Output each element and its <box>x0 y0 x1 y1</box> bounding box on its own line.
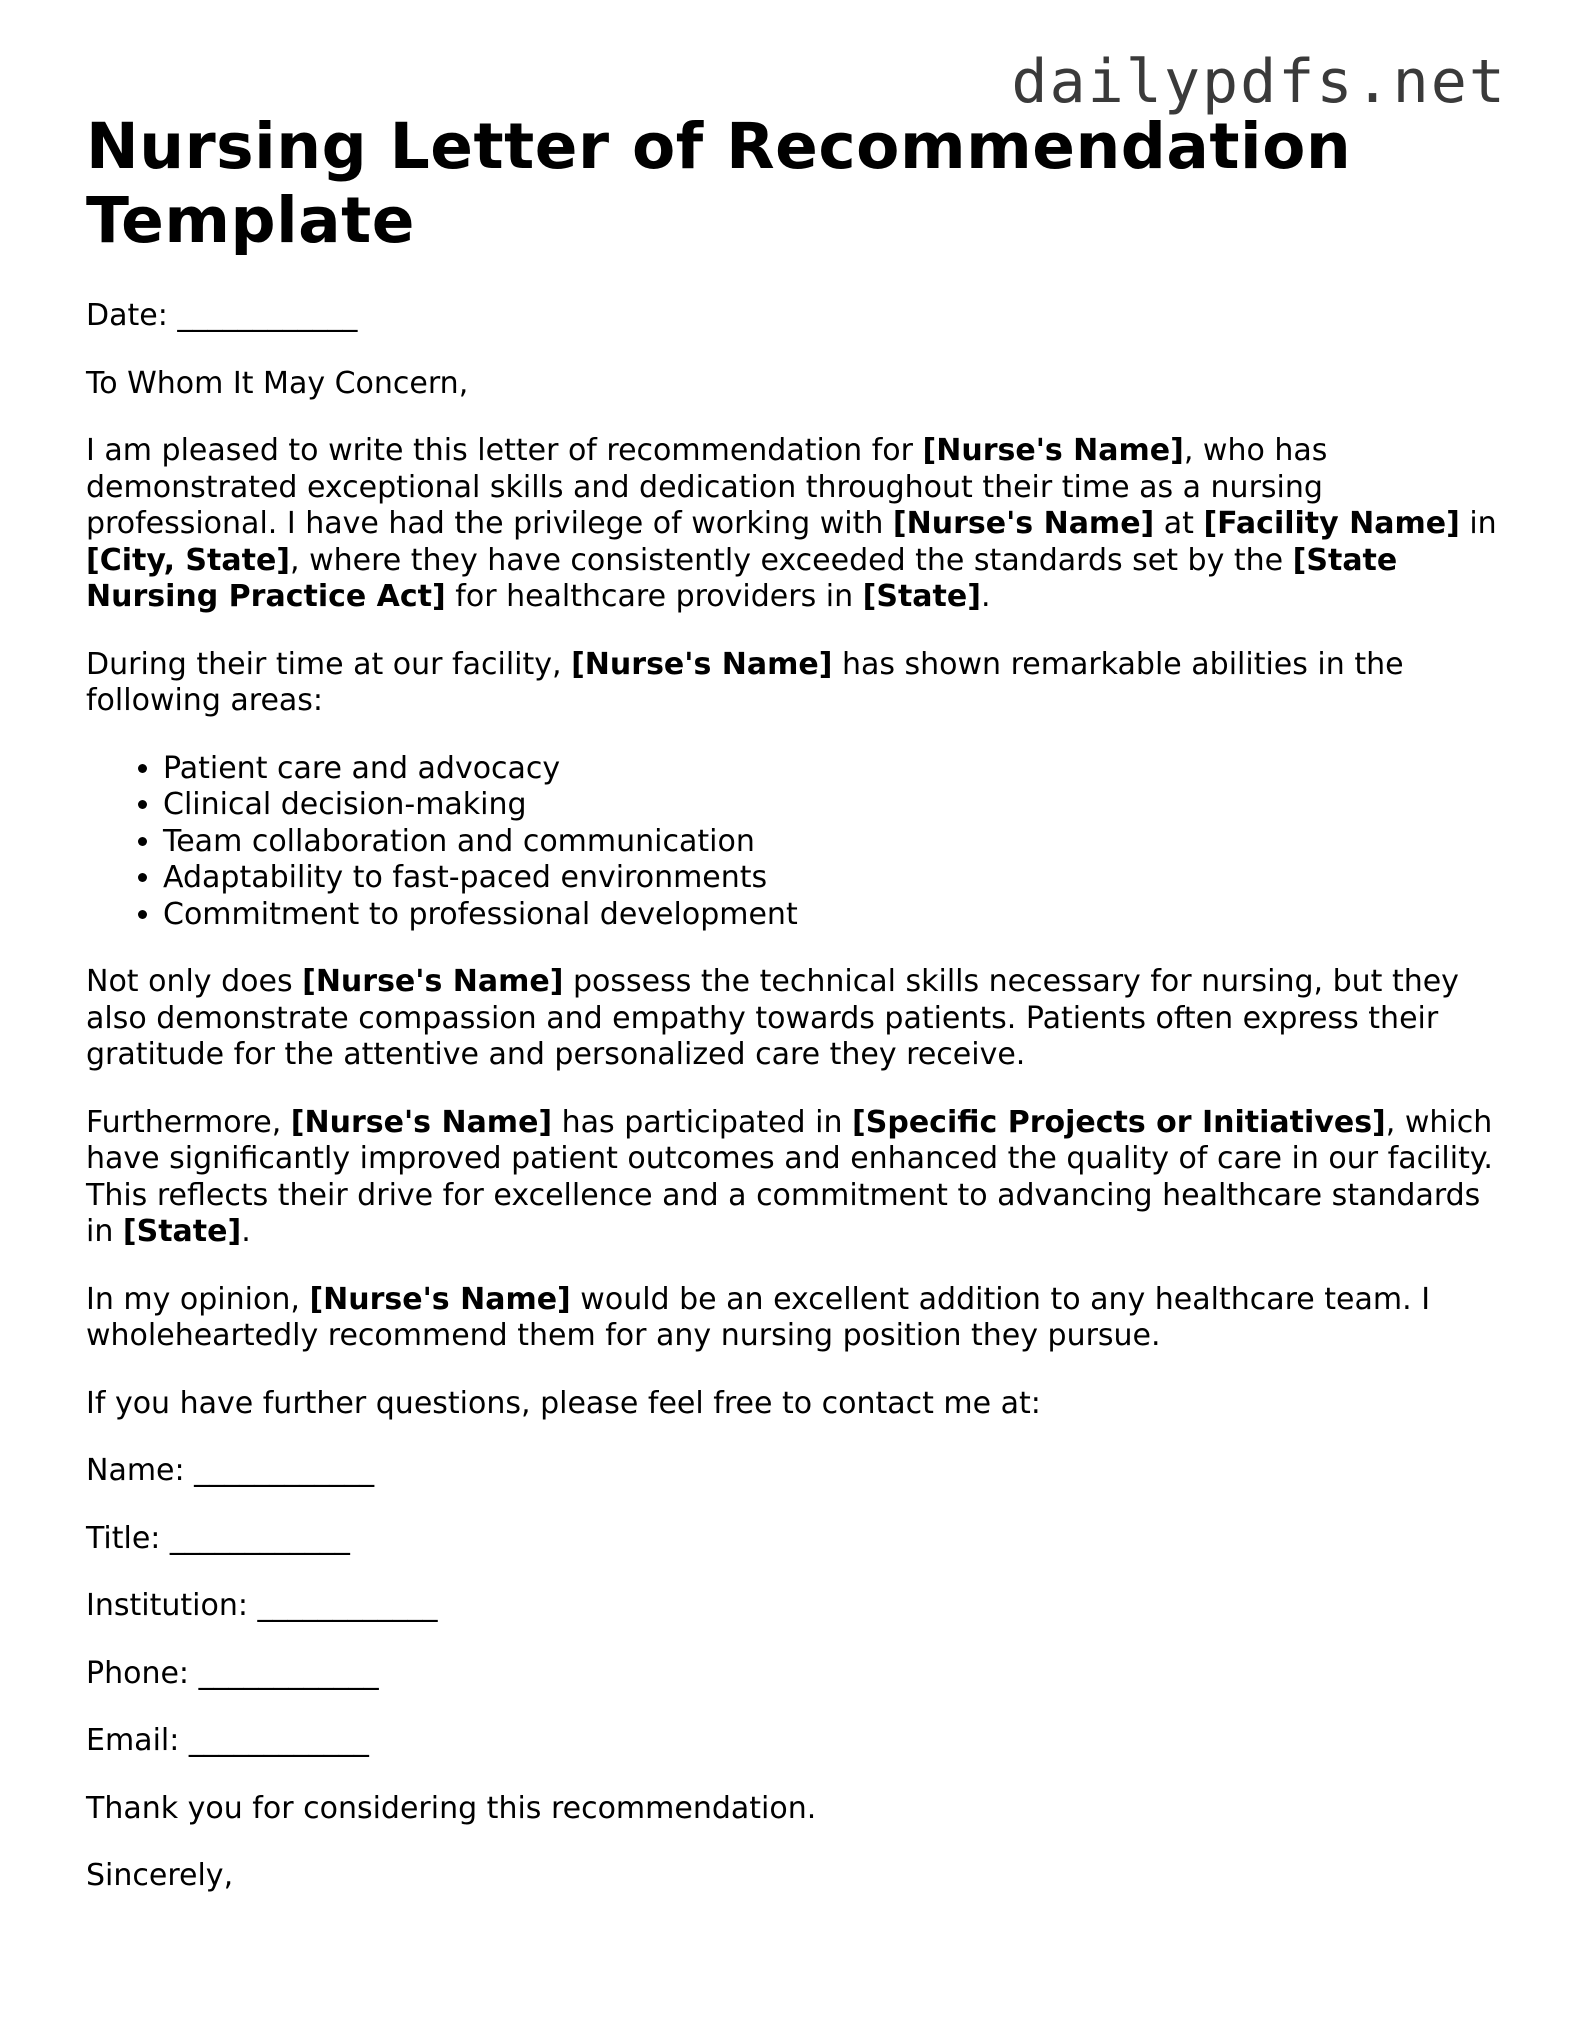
list-item: • Patient care and advocacy <box>163 751 1506 788</box>
paragraph-abilities-intro <box>86 647 1506 720</box>
text-segment: . <box>980 579 991 614</box>
watermark-text: dailypdfs.net <box>1011 47 1507 117</box>
placeholder-nurse-name: [Nurse's Name] <box>302 964 564 999</box>
document-title: Nursing Letter of Recommendation Template <box>86 110 1352 257</box>
text-segment: has shown remarkable abilities in the following areas: <box>86 646 1404 718</box>
placeholder-nurse-name: [Nurse's Name] <box>309 1281 571 1317</box>
abilities-list <box>86 751 1506 934</box>
contact-intro: If you have further questions, please feel free to contact me at: <box>86 1385 1041 1421</box>
text-segment: , who has demonstrated exceptional skills and dedication throughout their time as a nursing professional. I have had the privilege of working with <box>86 433 1328 541</box>
list-item: • Clinical decision-making <box>163 787 1506 824</box>
text-segment: in <box>1459 506 1497 541</box>
text-segment: . <box>241 1214 251 1249</box>
text-segment: During their time at our facility, <box>86 646 572 682</box>
placeholder-nurse-name: [Nurse's Name] <box>892 506 1155 541</box>
text-segment: Furthermore, <box>86 1104 291 1140</box>
text-segment: possess the technical skills necessary for nursing, but they also demonstrate compassion and empathy towards patients. Patients often express their gratitude for the attentive and personalized care they receive. <box>86 964 1459 1072</box>
contact-phone-line: Phone: ____________ <box>86 1655 379 1691</box>
text-segment: would be an excellent addition to any healthcare team. I wholeheartedly recommend them for any nursing position they pursue. <box>86 1281 1431 1353</box>
paragraph-introduction <box>86 433 1506 616</box>
date-line: Date: ____________ <box>86 298 358 333</box>
text-segment: Not only does <box>86 964 303 999</box>
placeholder-practice-act: [State Nursing Practice Act] <box>86 542 1398 614</box>
paragraph-projects <box>86 1105 1506 1251</box>
list-item: • Team collaboration and communication <box>163 824 1506 861</box>
placeholder-state: [State] <box>862 579 981 614</box>
text-segment: I am pleased to write this letter of recommendation for <box>86 433 923 468</box>
list-item: • Adaptability to fast-paced environments <box>163 860 1506 897</box>
salutation: To Whom It May Concern, <box>86 365 469 401</box>
letter-document <box>86 110 1506 1926</box>
text-segment: , which have significantly improved patient outcomes and enhanced the quality of care in our facility. This reflects their drive for excellence and a commitment to advancing healthcare standards in <box>86 1104 1493 1249</box>
placeholder-facility-name: [Facility Name] <box>1203 506 1460 541</box>
placeholder-nurse-name: [Nurse's Name] <box>571 646 833 682</box>
text-segment: for healthcare providers in <box>445 579 863 614</box>
placeholder-nurse-name: [Nurse's Name] <box>922 433 1184 468</box>
signoff: Sincerely, <box>86 1858 234 1893</box>
list-item: • Commitment to professional development <box>163 897 1506 934</box>
text-segment: In my opinion, <box>86 1281 310 1317</box>
contact-email-line: Email: ____________ <box>86 1723 369 1758</box>
contact-name-line: Name: ____________ <box>86 1453 375 1488</box>
closing-thanks: Thank you for considering this recommendation. <box>86 1790 817 1826</box>
text-segment: at <box>1154 506 1204 541</box>
paragraph-opinion <box>86 1282 1506 1355</box>
placeholder-projects: [Specific Projects or Initiatives] <box>852 1104 1386 1140</box>
placeholder-city-state: [City, State] <box>86 542 291 578</box>
contact-title-line: Title: ____________ <box>86 1520 350 1556</box>
contact-institution-line: Institution: ____________ <box>86 1588 438 1623</box>
text-segment: , where they have consistently exceeded the standards set by the <box>290 542 1293 578</box>
placeholder-nurse-name: [Nurse's Name] <box>290 1104 553 1140</box>
text-segment: has participated in <box>552 1104 853 1140</box>
paragraph-compassion <box>86 964 1506 1074</box>
placeholder-state: [State] <box>122 1214 242 1249</box>
